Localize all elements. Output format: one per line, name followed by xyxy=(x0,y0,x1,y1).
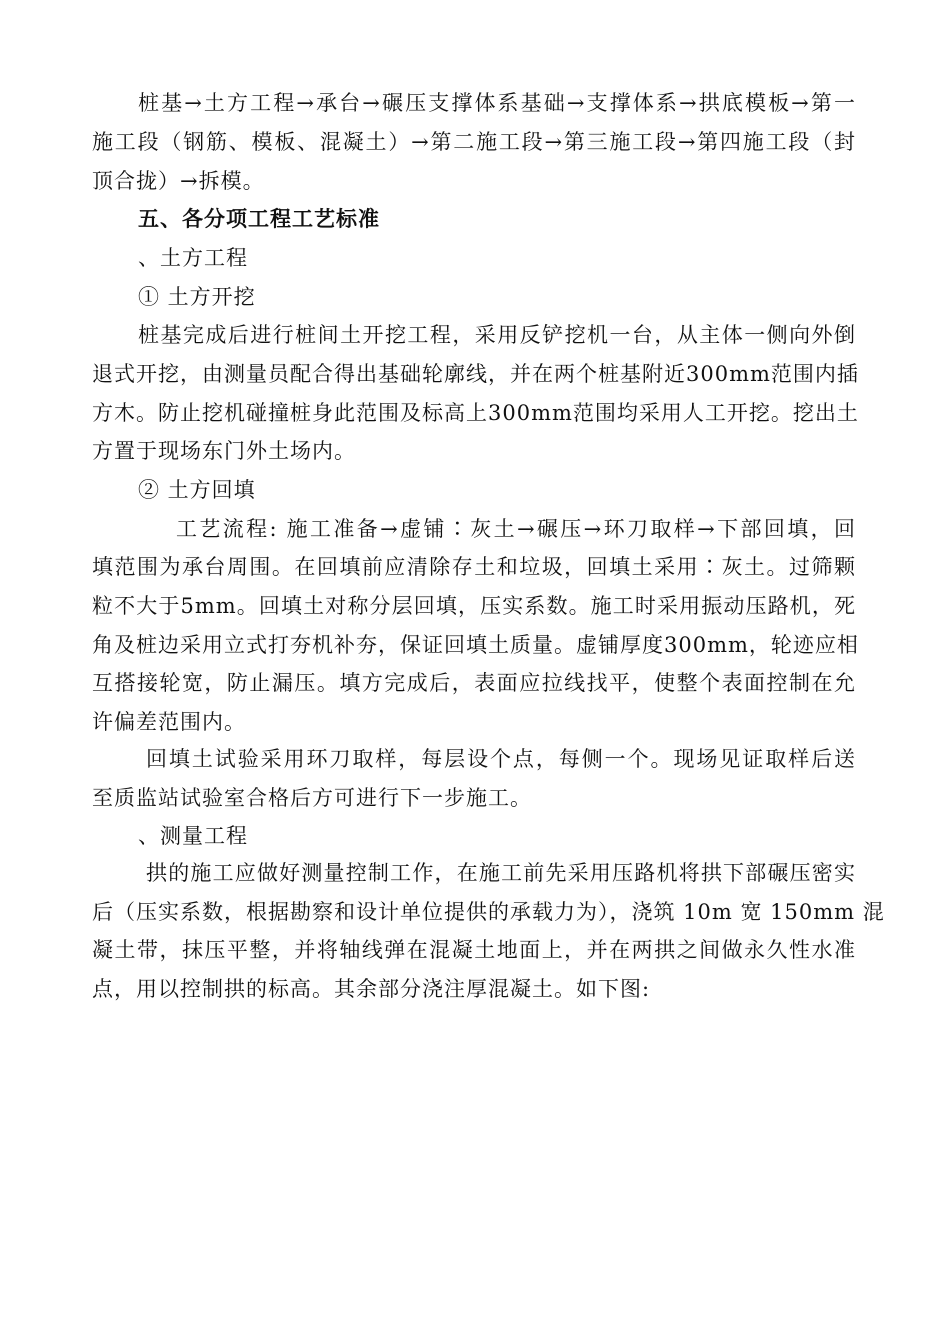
survey-line-4: 点，用以控制拱的标高。其余部分浇注厚混凝土。如下图: xyxy=(92,977,651,1001)
survey-heading: 、测量工程 xyxy=(138,824,248,848)
process-flow-line-2: 施工段（钢筋、模板、混凝土）→第二施工段→第三施工段→第四施工段（封 xyxy=(92,130,856,154)
backfill-line-2: 填范围为承台周围。在回填前应清除存土和垃圾，回填土采用∶灰土。过筛颗 xyxy=(92,555,856,579)
excavation-line-2: 退式开挖，由测量员配合得出基础轮廓线，并在两个桩基附近300mm范围内插 xyxy=(92,362,859,386)
test-line-2: 至质监站试验室合格后方可进行下一步施工。 xyxy=(92,786,532,810)
backfill-line-3: 粒不大于5mm。回填土对称分层回填，压实系数。施工时采用振动压路机，死 xyxy=(92,594,856,618)
excavation-line-4: 方置于现场东门外土场内。 xyxy=(92,439,356,463)
excavation-line-3: 方木。防止挖机碰撞桩身此范围及标高上300mm范围均采用人工开挖。挖出土 xyxy=(92,401,859,425)
survey-line-1: 拱的施工应做好测量控制工作，在施工前先采用压路机将拱下部碾压密实 xyxy=(146,861,856,885)
backfill-line-5: 互搭接轮宽，防止漏压。填方完成后，表面应拉线找平，使整个表面控制在允 xyxy=(92,671,856,695)
survey-line-2: 后（压实系数，根据勘察和设计单位提供的承载力为），浇筑 10m 宽 150mm 混 xyxy=(92,900,885,924)
earthwork-heading: 、土方工程 xyxy=(138,246,248,270)
process-flow-line-3: 顶合拢）→拆模。 xyxy=(92,169,265,193)
backfill-line-1: 工艺流程: 施工准备→虚铺∶灰土→碾压→环刀取样→下部回填，回 xyxy=(176,517,856,541)
backfill-line-6: 许偏差范围内。 xyxy=(92,710,246,734)
survey-line-3: 凝土带，抹压平整，并将轴线弹在混凝土地面上，并在两拱之间做永久性水准 xyxy=(92,938,856,962)
excavation-line-1: 桩基完成后进行桩间土开挖工程，采用反铲挖机一台，从主体一侧向外倒 xyxy=(138,323,856,347)
section-heading: 五、各分项工程工艺标准 xyxy=(138,206,380,231)
backfill-heading: ② 土方回填 xyxy=(138,478,256,502)
test-line-1: 回填土试验采用环刀取样，每层设个点，每侧一个。现场见证取样后送 xyxy=(146,747,856,771)
backfill-line-4: 角及桩边采用立式打夯机补夯，保证回填土质量。虚铺厚度300mm，轮迹应相 xyxy=(92,633,859,657)
process-flow-line-1: 桩基→土方工程→承台→碾压支撑体系基础→支撑体系→拱底模板→第一 xyxy=(138,91,856,115)
excavation-heading: ① 土方开挖 xyxy=(138,285,256,309)
